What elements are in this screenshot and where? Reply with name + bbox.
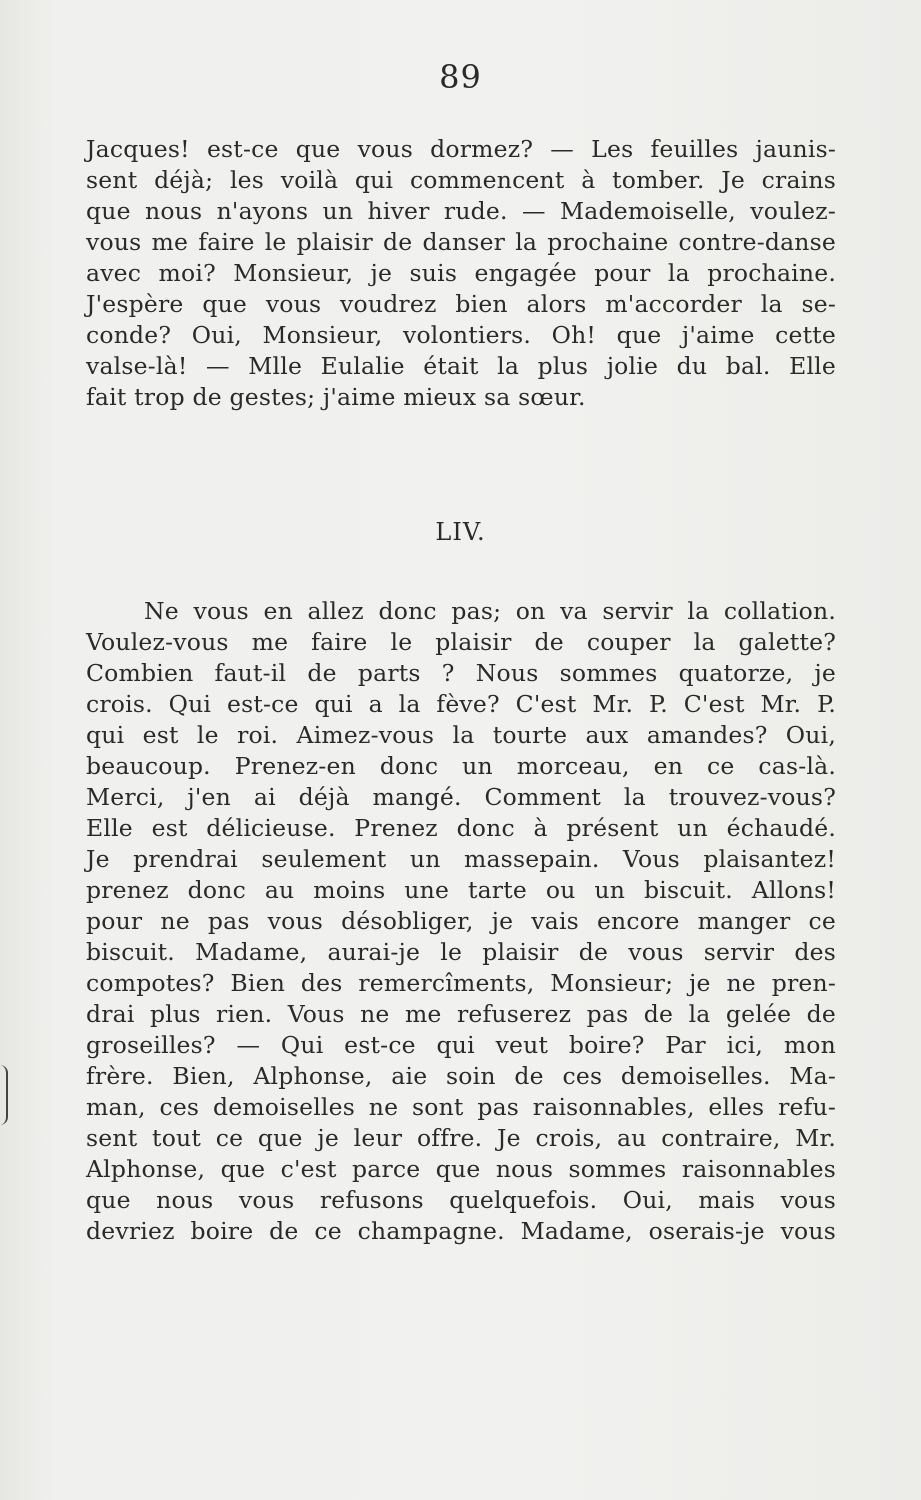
text-line: valse-là! — Mlle Eulalie était la plus jolie du bal. Elle (86, 352, 836, 380)
text-line: qui est le roi. Aimez-vous la tourte aux amandes? Oui, (86, 721, 836, 749)
text-line: sent déjà; les voilà qui commencent à tomber. Je crains (86, 166, 836, 194)
text-line: groseilles? — Qui est-ce qui veut boire? Par ici, mon (86, 1031, 836, 1059)
text-line: man, ces demoiselles ne sont pas raisonnables, elles refu- (86, 1093, 836, 1121)
page-number: 89 (439, 58, 482, 96)
text-line: vous me faire le plaisir de danser la prochaine contre-danse (86, 228, 836, 256)
section-heading: LIV. (435, 518, 486, 546)
text-line: prenez donc au moins une tarte ou un biscuit. Allons! (86, 876, 836, 904)
text-line: J'espère que vous voudrez bien alors m'accorder la se- (86, 290, 836, 318)
text-line: devriez boire de ce champagne. Madame, oserais-je vous (86, 1217, 836, 1245)
paragraph-1 (86, 134, 836, 413)
paragraph-2 (86, 596, 836, 1247)
text-line: Jacques! est-ce que vous dormez? — Les feuilles jaunis- (86, 135, 836, 163)
text-line: que nous vous refusons quelquefois. Oui, mais vous (86, 1186, 836, 1214)
text-line: Merci, j'en ai déjà mangé. Comment la trouvez-vous? (86, 783, 836, 811)
text-line: drai plus rien. Vous ne me refuserez pas de la gelée de (86, 1000, 836, 1028)
text-line: que nous n'ayons un hiver rude. — Mademoiselle, voulez- (86, 197, 836, 225)
text-line: frère. Bien, Alphonse, aie soin de ces demoiselles. Ma- (86, 1062, 836, 1090)
text-line: beaucoup. Prenez-en donc un morceau, en ce cas-là. (86, 752, 836, 780)
text-line: pour ne pas vous désobliger, je vais encore manger ce (86, 907, 836, 935)
text-line: sent tout ce que je leur offre. Je crois, au contraire, Mr. (86, 1124, 836, 1152)
text-line: Ne vous en allez donc pas; on va servir la collation. (144, 597, 836, 625)
text-line: Alphonse, que c'est parce que nous sommes raisonnables (86, 1155, 836, 1183)
text-line: Voulez-vous me faire le plaisir de couper la galette? (86, 628, 836, 656)
text-line: compotes? Bien des remercîments, Monsieur; je ne pren- (86, 969, 836, 997)
text-line: crois. Qui est-ce qui a la fève? C'est Mr. P. C'est Mr. P. (86, 690, 836, 718)
text-line: avec moi? Monsieur, je suis engagée pour la prochaine. (86, 259, 836, 287)
text-line: fait trop de gestes; j'aime mieux sa sœur. (86, 383, 586, 411)
text-line: conde? Oui, Monsieur, volontiers. Oh! que j'aime cette (86, 321, 836, 349)
text-line: Je prendrai seulement un massepain. Vous plaisantez! (86, 845, 836, 873)
text-line: biscuit. Madame, aurai-je le plaisir de vous servir des (86, 938, 836, 966)
text-line: Combien faut-il de parts ? Nous sommes quatorze, je (86, 659, 836, 687)
text-line: Elle est délicieuse. Prenez donc à présent un échaudé. (86, 814, 836, 842)
page-edge-mark (0, 1065, 8, 1125)
